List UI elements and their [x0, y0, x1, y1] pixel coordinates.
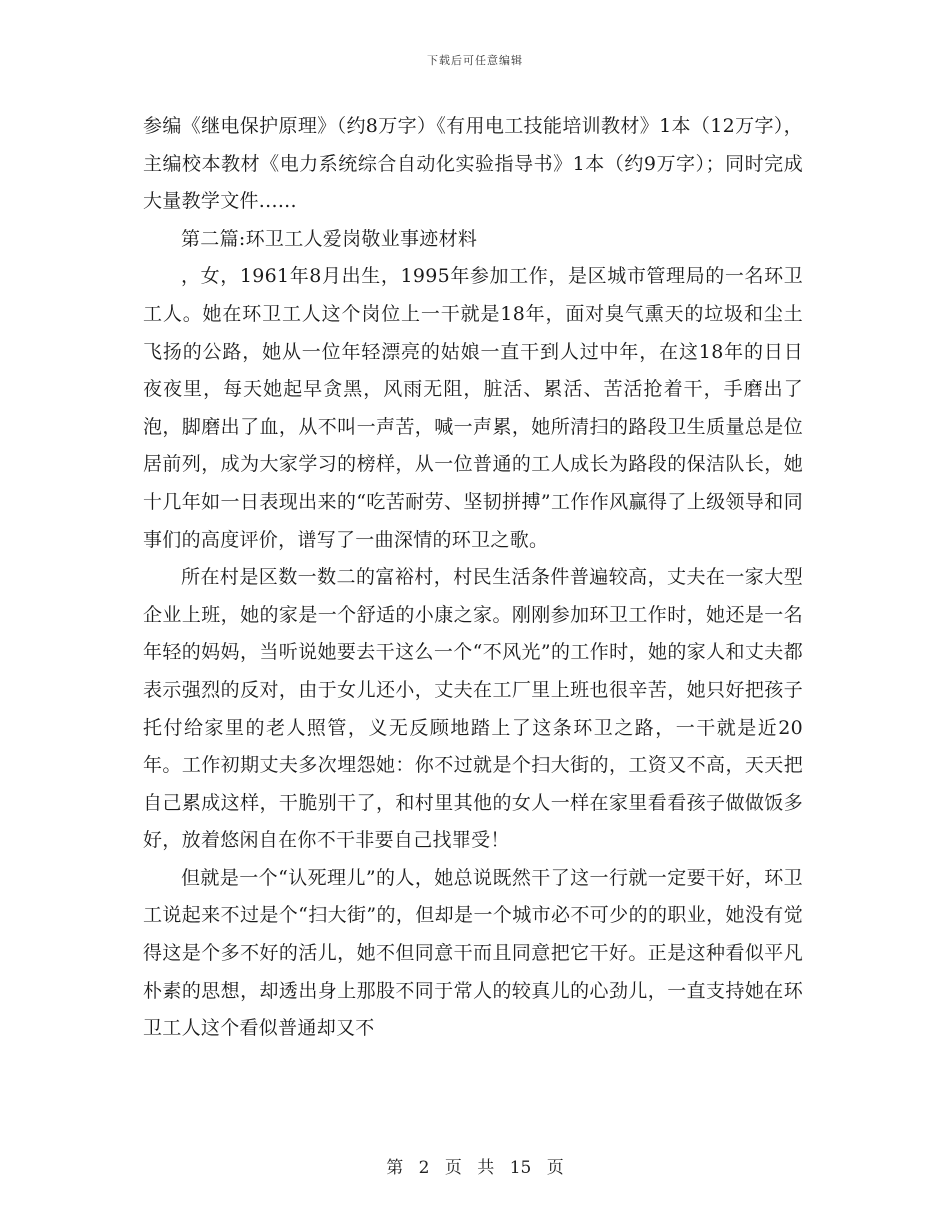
paragraph-continuation: 参编《继电保护原理》（约8万字）《有用电工技能培训教材》1本（12万字），主编校本教材《电力系统综合自动化实验指导书》1本（约9万字）；同时完成大量教学文件......	[143, 115, 803, 213]
document-body	[143, 108, 803, 1048]
footer-total-label: 共	[477, 1158, 495, 1178]
paragraph: ，女，1961年8月出生，1995年参加工作，是区城市管理局的一名环卫工人。她在环卫工人这个岗位上一干就是18年，面对臭气熏天的垃圾和尘土飞扬的公路，她从一位年轻漂亮的姑娘一直干到人过中年，在这18年的日日夜夜里，每天她起早贪黑，风雨无阻，脏活、累活、苦活抢着干，手磨出了泡，脚磨出了血，从不叫一声苦，喊一声累，她所清扫的路段卫生质量总是位居前列，成为大家学习的榜样，从一位普通的工人成长为路段的保洁队长，她十几年如一日表现出来的“吃苦耐劳、坚韧拼搏”工作作风赢得了上级领导和同事们的高度评价，谱写了一曲深情的环卫之歌。	[143, 265, 803, 551]
footer-total-pages: 15	[509, 1158, 532, 1178]
page-footer	[0, 1153, 950, 1178]
footer-total-unit: 页	[546, 1158, 564, 1178]
paragraph: 但就是一个“认死理儿”的人，她总说既然干了这一行就一定要干好，环卫工说起来不过是个“扫大街”的，但却是一个城市必不可少的的职业，她没有觉得这是个多不好的活儿，她不但同意干而且同意把它干好。正是这种看似平凡朴素的思想，却透出身上那股不同于常人的较真儿的心劲儿，一直支持她在环卫工人这个看似普通却又不	[143, 866, 803, 1040]
page-header: 下载后可任意编辑	[427, 54, 523, 67]
paragraph: 所在村是区数一数二的富裕村，村民生活条件普遍较高，丈夫在一家大型企业上班，她的家是一个舒适的小康之家。刚刚参加环卫工作时，她还是一名年轻的妈妈，当听说她要去干这么一个“不风光”的工作时，她的家人和丈夫都表示强烈的反对，由于女儿还小，丈夫在工厂里上班也很辛苦，她只好把孩子托付给家里的老人照管，义无反顾地踏上了这条环卫之路，一干就是近20年。工作初期丈夫多次埋怨她：你不过就是个扫大街的，工资又不高，天天把自己累成这样，干脆别干了，和村里其他的女人一样在家里看看孩子做做饭多好，放着悠闲自在你不干非要自己找罪受！	[143, 566, 803, 852]
footer-page-label: 第	[386, 1158, 404, 1178]
footer-current-page: 2	[418, 1158, 430, 1178]
footer-page-unit: 页	[444, 1158, 462, 1178]
section-heading: 第二篇:环卫工人爱岗敬业事迹材料	[181, 227, 478, 250]
